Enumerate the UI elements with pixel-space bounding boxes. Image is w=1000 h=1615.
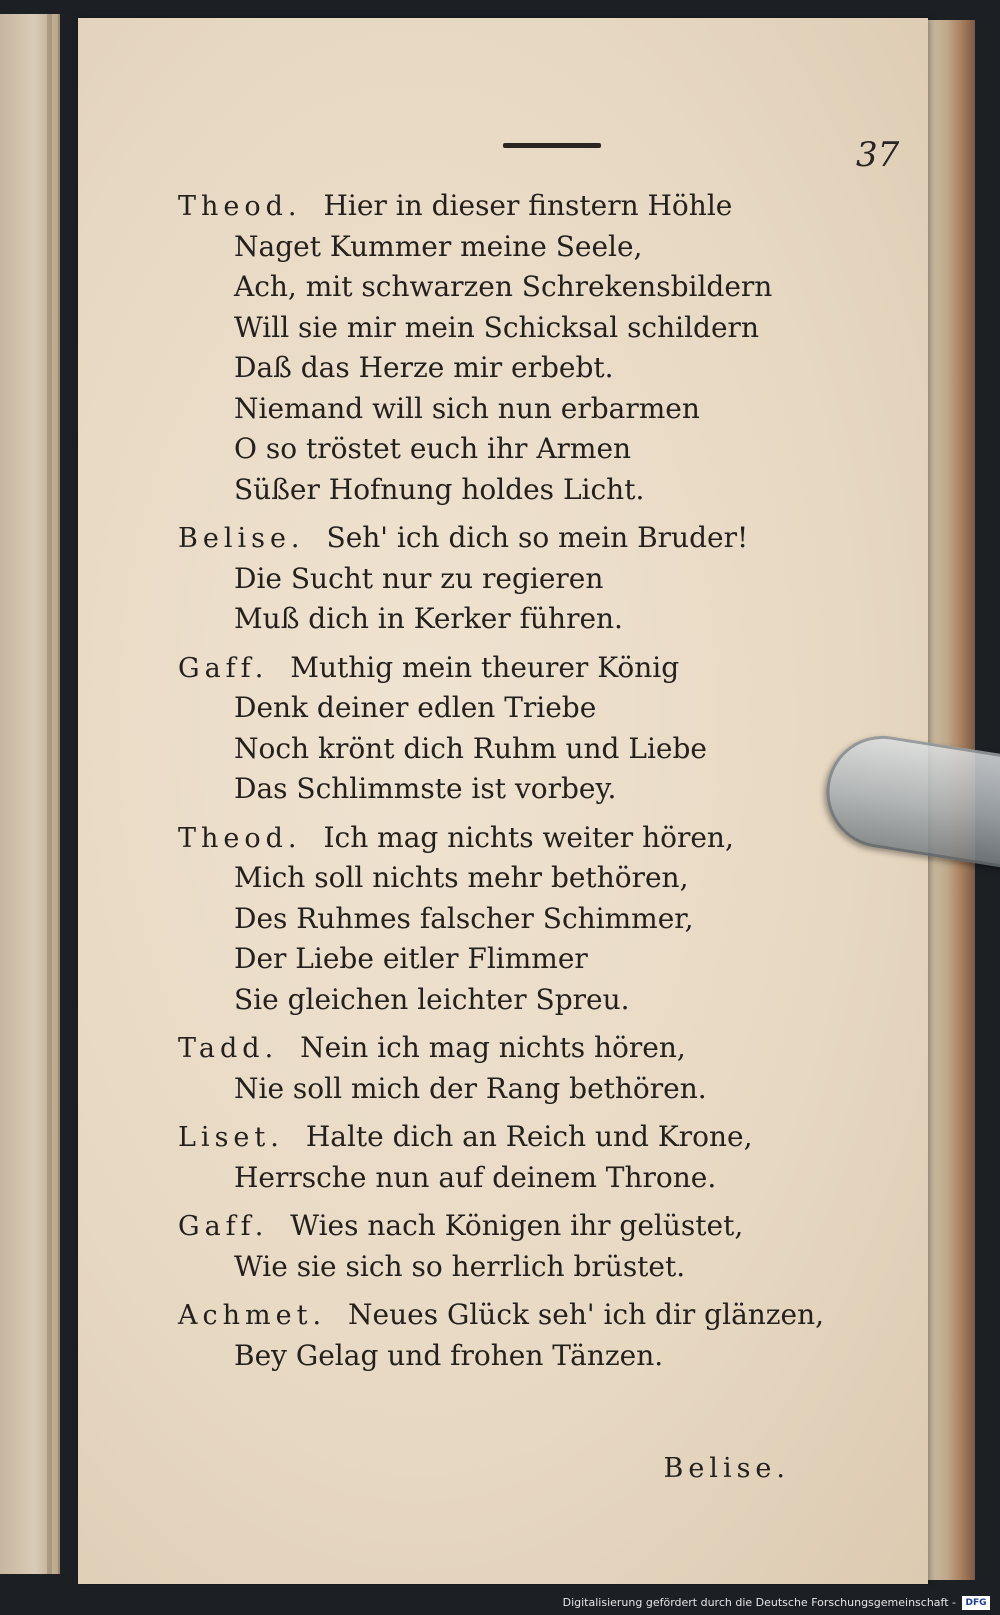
verse-line: Nie soll mich der Rang bethören. [234,1071,707,1105]
verse-line: Nein ich mag nichts hören, [300,1031,686,1064]
speech-block [178,1117,898,1198]
footer-credit: Digitalisierung gefördert durch die Deutsche Forschungsgemeinschaft - [562,1596,956,1609]
verse-line: Wies nach Königen ihr gelüstet, [290,1209,744,1242]
speech-block [178,1295,898,1376]
verse-line: Seh' ich dich so mein Bruder! [326,521,749,554]
catchword: Belise. [663,1453,790,1484]
facing-page-edge [0,14,60,1574]
verse-line: Niemand will sich nun erbarmen [234,391,700,425]
verse-line: Neues Glück seh' ich dir glänzen, [348,1298,825,1331]
verse-line: Naget Kummer meine Seele, [234,229,643,263]
verse-line: Mich soll nichts mehr bethören, [234,861,689,894]
speaker-label: Gaff. [178,652,269,684]
verse-line: Noch krönt dich Ruhm und Liebe [234,731,707,765]
header-rule [503,143,601,148]
speaker-label: Achmet. [178,1300,327,1331]
verse-line: Ich mag nichts weiter hören, [323,820,734,854]
speech-block [178,1028,898,1109]
verse-line: Herrsche nun auf deinem Throne. [234,1160,717,1194]
verse-line: Bey Gelag und frohen Tänzen. [234,1338,664,1372]
speech-block [178,648,898,810]
verse-line: Sie gleichen leichter Spreu. [234,982,630,1016]
speaker-label: Gaff. [178,1211,269,1242]
verse-line: Muthig mein theurer König [290,650,680,684]
verse-line: Die Sucht nur zu regieren [234,561,604,595]
verse-line: Daß das Herze mir erbebt. [234,351,614,384]
speech-block [178,818,898,1021]
dfg-logo: DFG [962,1596,990,1610]
page-number: 37 [856,135,900,175]
verse-line: Das Schlimmste ist vorbey. [234,772,617,805]
verse-text [178,186,898,1376]
verse-line: Denk deiner edlen Triebe [234,691,597,724]
speaker-label: Tadd. [178,1033,279,1064]
speech-block [178,186,898,510]
verse-line: Muß dich in Kerker führen. [234,602,623,635]
speech-block [178,518,898,640]
verse-line: Ach, mit schwarzen Schrekensbildern [234,270,773,303]
book-page [78,18,928,1584]
speaker-label: Theod. [178,822,302,854]
verse-line: Halte dich an Reich und Krone, [305,1120,753,1153]
verse-line: Des Ruhmes falscher Schimmer, [234,901,694,935]
verse-line: Wie sie sich so herrlich brüstet. [234,1249,686,1283]
speech-block [178,1206,898,1287]
verse-line: Will sie mir mein Schicksal schildern [234,310,759,344]
footer-band [0,1585,1000,1615]
verse-line: Süßer Hofnung holdes Licht. [234,472,645,506]
verse-line: O so tröstet euch ihr Armen [234,432,632,465]
page-fold [47,14,52,1574]
verse-line: Hier in dieser finstern Höhle [323,189,733,222]
speaker-label: Liset. [178,1122,284,1153]
speaker-label: Belise. [178,523,305,554]
verse-line: Der Liebe eitler Flimmer [234,942,588,975]
speaker-label: Theod. [178,191,302,222]
